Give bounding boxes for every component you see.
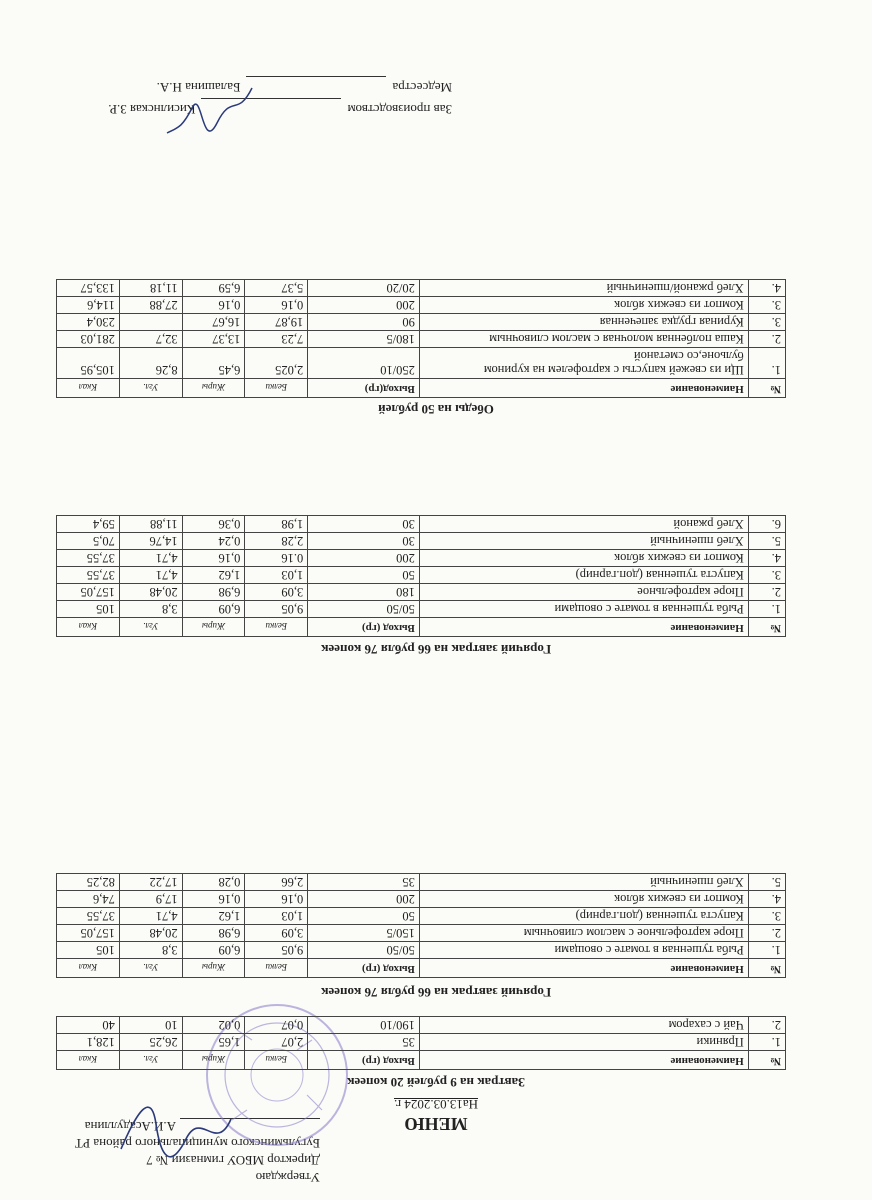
cell-kcal: 105,95 [57, 348, 120, 379]
cell-name: Компот из свежих яблок [419, 297, 748, 314]
header-protein: Белки [245, 618, 308, 637]
section-title-hot-breakfast-2: Горячий завтрак на 66 рубля 76 копеек [320, 642, 552, 657]
cell-name: Рыба тушенная в томате с овощами [419, 942, 748, 959]
cell-protein: 9,05 [245, 601, 308, 618]
cell-carb: 11,18 [119, 280, 182, 297]
table-row [57, 942, 786, 959]
header-kcal: Ккал [57, 1051, 120, 1070]
cell-kcal: 230,4 [57, 314, 120, 331]
cell-protein: 0,16 [245, 297, 308, 314]
cell-fat: 1,62 [182, 908, 245, 925]
header-carb: Угл. [119, 1051, 182, 1070]
cell-num: 5. [748, 533, 785, 550]
cell-fat: 16,67 [182, 314, 245, 331]
cell-output: 180/5 [308, 331, 420, 348]
section-title-hot-breakfast-1: Горячий завтрак на 66 рубля 76 копеек [320, 985, 552, 1000]
table-header-row [57, 379, 786, 398]
nurse-label: Медсестра [392, 80, 452, 95]
header-num: № [748, 618, 785, 637]
cell-num: 3. [748, 297, 785, 314]
table-row [57, 280, 786, 297]
cell-output: 200 [308, 297, 420, 314]
cell-name: Щи из свежей капусты с картофелем на курином бульоне,со сметаной [419, 348, 748, 379]
cell-name: Капуста тушенная (доп.гарнир) [419, 567, 748, 584]
cell-protein: 7,23 [245, 331, 308, 348]
header-name: Наименование [419, 618, 748, 637]
header-protein: Белки [245, 379, 308, 398]
nurse-name: Балашина Н.А. [156, 80, 241, 95]
cell-kcal: 105 [57, 601, 120, 618]
cell-num: 2. [748, 331, 785, 348]
cell-fat: 0,02 [182, 1017, 245, 1034]
header-protein: Белки [245, 1051, 308, 1070]
cell-fat: 6,09 [182, 601, 245, 618]
lunch-table [56, 279, 786, 398]
cell-kcal: 157,05 [57, 584, 120, 601]
cell-fat: 1,62 [182, 567, 245, 584]
cell-num: 1. [748, 1034, 785, 1051]
cell-output: 150/5 [308, 925, 420, 942]
cell-num: 4. [748, 550, 785, 567]
cell-carb: 10 [119, 1017, 182, 1034]
cell-output: 200 [308, 891, 420, 908]
cell-carb: 14,76 [119, 533, 182, 550]
header-carb: Угл. [119, 618, 182, 637]
cell-num: 4. [748, 280, 785, 297]
cell-carb: 26,25 [119, 1034, 182, 1051]
table-row [57, 908, 786, 925]
cell-output: 180 [308, 584, 420, 601]
cell-kcal: 128,1 [57, 1034, 120, 1051]
cell-name: Рыба тушенная в томате с овощами [419, 601, 748, 618]
cell-carb: 8,26 [119, 348, 182, 379]
cell-protein: 0,16 [245, 891, 308, 908]
cell-output: 35 [308, 874, 420, 891]
cell-output: 50/50 [308, 942, 420, 959]
cell-name: Хлеб ржаной [419, 516, 748, 533]
cell-num: 3. [748, 314, 785, 331]
cell-kcal: 40 [57, 1017, 120, 1034]
approval-position: Директор МБОУ гимназии № 7 [146, 1153, 320, 1168]
cell-fat: 0,16 [182, 550, 245, 567]
cell-protein: 0,07 [245, 1017, 308, 1034]
cell-kcal: 37,55 [57, 567, 120, 584]
cell-carb: 11,88 [119, 516, 182, 533]
cell-kcal: 114,6 [57, 297, 120, 314]
table-row [57, 925, 786, 942]
header-kcal: Ккал [57, 618, 120, 637]
cell-name: Капуста тушенная (доп.гарнир) [419, 908, 748, 925]
cell-fat: 13,37 [182, 331, 245, 348]
cell-fat: 0,28 [182, 874, 245, 891]
cell-carb: 32,7 [119, 331, 182, 348]
header-fat: Жиры [182, 618, 245, 637]
cell-name: Хлеб пшеничный [419, 533, 748, 550]
cell-carb: 27,88 [119, 297, 182, 314]
header-output: Выход (гр) [308, 959, 420, 978]
cell-fat: 6,98 [182, 584, 245, 601]
cell-carb: 17,22 [119, 874, 182, 891]
header-name: Наименование [419, 959, 748, 978]
cell-kcal: 281,03 [57, 331, 120, 348]
cell-output: 50 [308, 567, 420, 584]
cell-carb [119, 314, 182, 331]
cell-kcal: 37,55 [57, 550, 120, 567]
cell-output: 20/20 [308, 280, 420, 297]
cell-protein: 1,98 [245, 516, 308, 533]
cell-name: Пряники [419, 1034, 748, 1051]
table-row [57, 601, 786, 618]
cell-output: 50/50 [308, 601, 420, 618]
cell-num: 3. [748, 908, 785, 925]
cell-num: 1. [748, 348, 785, 379]
cell-name: Пюре картофельное [419, 584, 748, 601]
cell-num: 5. [748, 874, 785, 891]
table-row [57, 1034, 786, 1051]
cell-num: 2. [748, 925, 785, 942]
cell-output: 30 [308, 533, 420, 550]
cell-name: Пюре картофельное с маслом сливочным [419, 925, 748, 942]
header-name: Наименование [419, 1051, 748, 1070]
cell-output: 35 [308, 1034, 420, 1051]
cell-carb: 4,71 [119, 908, 182, 925]
cell-num: 2. [748, 1017, 785, 1034]
cell-fat: 0,36 [182, 516, 245, 533]
cell-num: 6. [748, 516, 785, 533]
cell-fat: 6,09 [182, 942, 245, 959]
cell-carb: 3,8 [119, 601, 182, 618]
header-num: № [748, 959, 785, 978]
hot-breakfast-table-1 [56, 873, 786, 978]
header-output: Выход(гр) [308, 379, 420, 398]
cell-kcal: 59,4 [57, 516, 120, 533]
table-row [57, 516, 786, 533]
approval-signer: А.И.Асадуллина [84, 1119, 176, 1134]
production-label: Зав производством [347, 102, 452, 117]
cell-protein: 2,66 [245, 874, 308, 891]
cell-kcal: 37,55 [57, 908, 120, 925]
cell-num: 3. [748, 567, 785, 584]
header-protein: Белки [245, 959, 308, 978]
table-row [57, 874, 786, 891]
cell-carb: 4,71 [119, 567, 182, 584]
header-output: Выход (гр) [308, 1051, 420, 1070]
cell-carb: 20,48 [119, 584, 182, 601]
table-row [57, 891, 786, 908]
table-row [57, 297, 786, 314]
table-row [57, 348, 786, 379]
cell-protein: 5,37 [245, 280, 308, 297]
header-num: № [748, 1051, 785, 1070]
header-carb: Угл. [119, 959, 182, 978]
menu-date: На13.03.2024 г. [393, 1097, 479, 1112]
cell-output: 30 [308, 516, 420, 533]
header-kcal: Ккал [57, 959, 120, 978]
cell-output: 200 [308, 550, 420, 567]
production-name: Кисилнская З.Р. [108, 102, 196, 117]
cell-protein: 1,03 [245, 908, 308, 925]
cell-fat: 1,65 [182, 1034, 245, 1051]
cell-protein: 1,03 [245, 567, 308, 584]
header-fat: Жиры [182, 379, 245, 398]
header-carb: Угл. [119, 379, 182, 398]
cell-fat: 6,98 [182, 925, 245, 942]
header-fat: Жиры [182, 1051, 245, 1070]
cell-fat: 6,59 [182, 280, 245, 297]
cell-protein: 2,025 [245, 348, 308, 379]
header-output: Выход (гр) [308, 618, 420, 637]
cell-num: 1. [748, 601, 785, 618]
cell-name: Каша полбенная молочная с маслом сливочным [419, 331, 748, 348]
cell-name: Куриная грудка запеченная [419, 314, 748, 331]
cell-protein: 3,09 [245, 584, 308, 601]
cell-carb: 3,8 [119, 942, 182, 959]
cell-protein: 2,07 [245, 1034, 308, 1051]
cell-num: 2. [748, 584, 785, 601]
cell-output: 250/10 [308, 348, 420, 379]
section-title-breakfast: Завтрак на 9 рублей 20 копеек [346, 1075, 526, 1090]
cell-carb: 20,48 [119, 925, 182, 942]
cell-name: Компот из свежих яблок [419, 550, 748, 567]
approval-heading: Утверждаю [255, 1170, 320, 1185]
table-header-row [57, 1051, 786, 1070]
cell-name: Хлеб ржаной/пшеничный [419, 280, 748, 297]
table-header-row [57, 618, 786, 637]
header-name: Наименование [419, 379, 748, 398]
table-row [57, 567, 786, 584]
approval-district: Бугульминского муниципального района РТ [74, 1136, 320, 1151]
cell-fat: 6,45 [182, 348, 245, 379]
cell-kcal: 70,5 [57, 533, 120, 550]
header-num: № [748, 379, 785, 398]
cell-num: 1. [748, 942, 785, 959]
header-kcal: Ккал [57, 379, 120, 398]
cell-kcal: 82,25 [57, 874, 120, 891]
table-row [57, 550, 786, 567]
cell-carb: 17,9 [119, 891, 182, 908]
table-row [57, 331, 786, 348]
cell-kcal: 105 [57, 942, 120, 959]
breakfast-table [56, 1016, 786, 1070]
cell-fat: 0,24 [182, 533, 245, 550]
cell-output: 190/10 [308, 1017, 420, 1034]
cell-protein: 19,87 [245, 314, 308, 331]
cell-protein: 0.16 [245, 550, 308, 567]
cell-fat: 0,16 [182, 297, 245, 314]
table-header-row [57, 959, 786, 978]
hot-breakfast-table-2 [56, 515, 786, 637]
header-fat: Жиры [182, 959, 245, 978]
production-signature-icon [162, 78, 262, 138]
cell-name: Хлеб пшеничный [419, 874, 748, 891]
table-row [57, 314, 786, 331]
cell-output: 50 [308, 908, 420, 925]
cell-kcal: 74,6 [57, 891, 120, 908]
cell-carb: 4,71 [119, 550, 182, 567]
cell-protein: 3,09 [245, 925, 308, 942]
section-title-lunch: Обеды на 50 рублей [378, 402, 494, 417]
menu-title: МЕНЮ [404, 1114, 468, 1134]
table-row [57, 533, 786, 550]
table-row [57, 584, 786, 601]
cell-output: 90 [308, 314, 420, 331]
table-row [57, 1017, 786, 1034]
cell-name: Компот из свежих яблок [419, 891, 748, 908]
cell-num: 4. [748, 891, 785, 908]
cell-protein: 9,05 [245, 942, 308, 959]
cell-kcal: 133,57 [57, 280, 120, 297]
cell-protein: 2,28 [245, 533, 308, 550]
cell-kcal: 157,05 [57, 925, 120, 942]
cell-fat: 0,16 [182, 891, 245, 908]
cell-name: Чай с сахаром [419, 1017, 748, 1034]
